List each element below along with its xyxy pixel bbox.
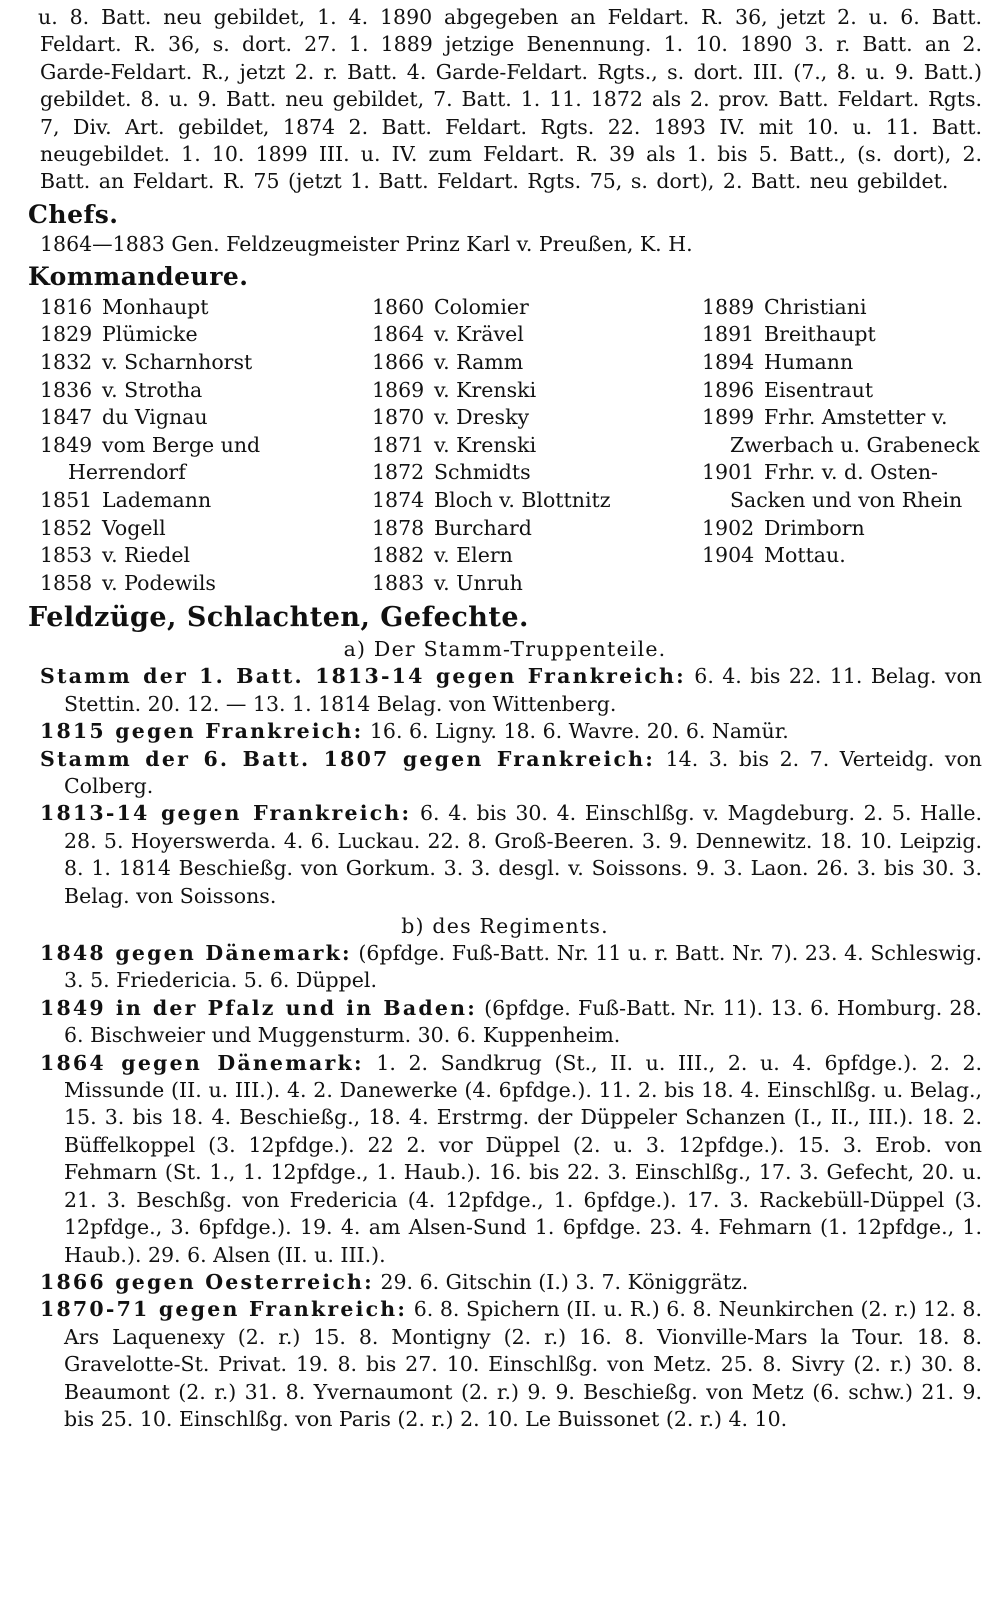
kommandeur-name-continued: Herrendorf: [68, 460, 186, 485]
history-paragraph: u. 8. Batt. neu gebildet, 1. 4. 1890 abgegeben an Feldart. R. 36, jetzt 2. u. 6. Batt. Feldart. R. 36, s. dort. 27. 1. 1889 jetzige Benennung. 1. 10. 1890 3. r. Batt. an 2. Garde-Feldart. R., jetzt 2. r. Batt. 4. Garde-Feldart. Rgts., s. dort. III. (7., 8. u. 9. Batt.) gebildet. 8. u. 9. Batt. neu gebildet, 7. Batt. 1. 11. 1872 als 2. prov. Batt. Feldart. Rgts. 7, Div. Art. gebildet, 1874 2. Batt. Feldart. Rgts. 22. 1893 IV. mit 10. u. 11. Batt. neugebildet. 1. 10. 1899 III. u. IV. zum Feldart. R. 39 als 1. bis 5. Batt., (s. dort), 2. Batt. an Feldart. R. 75 (jetzt 1. Batt. Feldart. Rgts. 75, s. dort), 2. Batt. neu gebildet.: [38, 5, 982, 194]
campaign-entry: [28, 663, 982, 718]
campaign-entry: [28, 995, 982, 1050]
kommandeure-list: [28, 294, 982, 598]
campaign-entry: [28, 940, 982, 995]
campaign-text: 6. 8. Spichern (II. u. R.) 6. 8. Neunkirchen (2. r.) 12. 8. Ars Laquenexy (2. r.) 15. 8. Montigny (2. r.) 16. 8. Vionville-Mars la Tour. 18. 8. Gravelotte-St. Privat. 19. 8. bis 27. 10. Einschlßg. von Metz. 25. 8. Sivry (2. r.) 30. 8. Beaumont (2. r.) 31. 8. Yvernaumont (2. r.) 9. 9. Beschießg. von Metz (6. schw.) 21. 9. bis 25. 10. Einschlßg. von Paris (2. r.) 2. 10. Le Buissonet (2. r.) 4. 10.: [64, 1297, 982, 1431]
kommandeur-year: 1870: [372, 405, 425, 430]
kommandeur-name: v. Elern: [434, 543, 513, 568]
kommandeur-entry: [372, 459, 702, 487]
kommandeur-name: Eisentraut: [764, 377, 874, 402]
campaign-lead: Stamm der 1. Batt. 1813-14 gegen Frankreich:: [40, 664, 686, 689]
campaign-text: 14. 3. bis 2. 7. Verteidg. von Colberg.: [64, 746, 982, 798]
kommandeur-year: 1851: [40, 488, 93, 512]
kommandeur-entry: [372, 404, 702, 432]
kommandeur-entry: [702, 459, 1000, 514]
kommandeur-entry: [40, 349, 372, 377]
campaign-lead: 1870-71 gegen Frankreich:: [40, 1297, 408, 1322]
kommandeur-year: 1891: [702, 322, 755, 347]
campaign-text: 29. 6. Gitschin (I.) 3. 7. Königgrätz.: [373, 1269, 749, 1294]
kommandeur-name-continued: Zwerbach u. Grabeneck: [730, 432, 980, 457]
kommandeur-name: Mottau.: [764, 543, 846, 568]
kommandeur-name: v. Dresky: [434, 405, 530, 430]
kommandeur-name: du Vignau: [102, 405, 208, 430]
kommandeur-name: v. Krenski: [434, 377, 537, 402]
kommandeur-name: Schmidts: [434, 460, 531, 485]
kommandeur-year: 1904: [702, 543, 755, 568]
kommandeur-name: Frhr. v. d. Osten-: [764, 460, 938, 485]
campaign-lead: 1815 gegen Frankreich:: [40, 719, 364, 744]
campaign-entry: [28, 1050, 982, 1269]
kommandeur-year: 1852: [40, 515, 93, 540]
kommandeur-year: 1869: [372, 377, 425, 402]
kommandeur-name: v. Riedel: [102, 543, 191, 568]
kommandeur-year: 1864: [372, 322, 425, 347]
kommandeur-year: 1832: [40, 350, 93, 375]
kommandeur-year: 1847: [40, 405, 93, 430]
kommandeur-name: v. Krenski: [434, 432, 537, 457]
campaign-entry: [28, 1269, 982, 1296]
kommandeur-entry: [702, 404, 1000, 459]
kommandeur-entry: [702, 515, 1000, 543]
kommandeur-entry: [702, 294, 1000, 322]
kommandeur-entry: [372, 515, 702, 543]
kommandeur-year: 1849: [40, 432, 93, 457]
kommandeur-year: 1860: [372, 294, 425, 319]
kommandeur-name: Drimborn: [764, 515, 865, 540]
campaign-lead: 1866 gegen Oesterreich:: [40, 1269, 374, 1294]
kommandeur-entry: [372, 542, 702, 570]
kommandeure-column-2: [372, 294, 702, 598]
kommandeur-name: vom Berge und: [102, 432, 261, 457]
feldzuege-heading: Feldzüge, Schlachten, Gefechte.: [28, 602, 529, 634]
kommandeur-year: 1858: [40, 570, 93, 595]
kommandeur-year: 1829: [40, 322, 93, 347]
kommandeur-entry: [702, 321, 1000, 349]
campaign-text: 16. 6. Ligny. 18. 6. Wavre. 20. 6. Namür.: [363, 719, 789, 744]
kommandeur-entry: [372, 349, 702, 377]
kommandeur-entry: [702, 377, 1000, 405]
kommandeur-name: Humann: [764, 350, 854, 375]
kommandeur-entry: [372, 570, 702, 598]
campaign-lead: 1849 in der Pfalz und in Baden:: [40, 995, 478, 1020]
kommandeur-year: 1816: [40, 294, 93, 319]
kommandeur-entry: [40, 321, 372, 349]
kommandeur-entry: [40, 515, 372, 543]
kommandeur-name: Vogell: [102, 515, 166, 540]
kommandeur-year: 1883: [372, 570, 425, 595]
kommandeur-year: 1871: [372, 432, 425, 457]
kommandeur-entry: [40, 377, 372, 405]
kommandeur-entry: [702, 349, 1000, 377]
kommandeure-heading: Kommandeure.: [28, 261, 249, 291]
kommandeur-year: 1874: [372, 488, 425, 512]
kommandeur-entry: [372, 432, 702, 460]
section-b-heading: b) des Regiments.: [401, 914, 609, 939]
kommandeur-entry: [40, 404, 372, 432]
kommandeur-year: 1853: [40, 543, 93, 568]
kommandeur-name-continued: Sacken und von Rhein: [730, 488, 963, 512]
kommandeur-year: 1901: [702, 460, 755, 485]
kommandeur-entry: [40, 432, 372, 487]
kommandeur-entry: [372, 321, 702, 349]
kommandeur-name: Burchard: [434, 515, 532, 540]
kommandeur-entry: [702, 542, 1000, 570]
kommandeur-year: 1894: [702, 350, 755, 375]
kommandeur-name: Plümicke: [102, 322, 198, 347]
kommandeur-entry: [40, 542, 372, 570]
section-a-entries: [28, 663, 982, 910]
kommandeur-name: v. Scharnhorst: [102, 350, 253, 375]
kommandeur-name: Breithaupt: [764, 322, 876, 347]
kommandeur-year: 1902: [702, 515, 755, 540]
kommandeur-entry: [372, 294, 702, 322]
kommandeur-year: 1878: [372, 515, 425, 540]
section-b-entries: [28, 940, 982, 1433]
chefs-heading: Chefs.: [28, 199, 119, 229]
kommandeur-name: v. Krävel: [434, 322, 524, 347]
kommandeur-entry: [40, 570, 372, 598]
campaign-text: 1. 2. Sandkrug (St., II. u. III., 2. u. 4. 6pfdge.). 2. 2. Missunde (II. u. III.). 4. 2. Danewerke (4. 6pfdge.). 11. 2. bis 18. 4. Einschlßg. u. Belag., 15. 3. bis 18. 4. Beschießg., 18. 4. Erstrmg. der Düppeler Schanzen (I., II., III.). 18. 2. Büffelkoppel (3. 12pfdge.). 22 2. vor Düppel (2. u. 3. 12pfdge.). 15. 3. Erob. von Fehmarn (St. 1., 1. 12pfdge., 1. Haub.). 16. bis 22. 3. Einschlßg., 17. 3. Gefecht, 20. u. 21. 3. Beschßg. von Fredericia (4. 12pfdge., 1. 6pfdge.). 17. 3. Rackebüll-Düppel (3. 12pfdge., 3. 6pfdge.). 19. 4. am Alsen-Sund 1. 6pfdge. 23. 4. Fehmarn (1. 12pfdge., 1. Haub.). 29. 6. Alsen (II. u. III.).: [64, 1050, 982, 1267]
campaign-text: (6pfdge. Fuß-Batt. Nr. 11 u. r. Batt. Nr. 7). 23. 4. Schleswig. 3. 5. Friedericia. 5. 6. Düppel.: [64, 941, 982, 993]
kommandeur-name: Christiani: [764, 294, 867, 319]
kommandeur-name: v. Unruh: [434, 570, 523, 595]
campaign-entry: [28, 800, 982, 910]
campaign-entry: [28, 1296, 982, 1433]
kommandeur-name: Frhr. Amstetter v.: [764, 405, 948, 430]
section-a-heading: a) Der Stamm-Truppenteile.: [343, 637, 667, 662]
campaign-text: (6pfdge. Fuß-Batt. Nr. 11). 13. 6. Homburg. 28. 6. Bischweier und Muggensturm. 30. 6. Kuppenheim.: [64, 995, 983, 1048]
campaign-lead: 1813-14 gegen Frankreich:: [40, 801, 412, 826]
kommandeur-entry: [372, 487, 702, 515]
kommandeur-name: v. Podewils: [102, 570, 216, 595]
kommandeur-year: 1872: [372, 460, 425, 485]
kommandeure-column-3: [702, 294, 1000, 598]
kommandeur-name: Colomier: [434, 294, 529, 319]
campaign-entry: [28, 718, 982, 745]
kommandeur-year: 1899: [702, 405, 755, 430]
kommandeur-year: 1836: [40, 377, 93, 402]
kommandeur-entry: [40, 487, 372, 515]
kommandeur-name: v. Strotha: [102, 377, 203, 402]
kommandeur-year: 1866: [372, 350, 425, 375]
kommandeur-name: Lademann: [102, 488, 212, 512]
kommandeure-column-1: [40, 294, 372, 598]
campaign-lead: 1864 gegen Dänemark:: [40, 1050, 364, 1075]
kommandeur-entry: [40, 294, 372, 322]
kommandeur-year: 1896: [702, 377, 755, 402]
campaign-lead: Stamm der 6. Batt. 1807 gegen Frankreich:: [40, 746, 656, 771]
campaign-lead: 1848 gegen Dänemark:: [40, 941, 352, 966]
kommandeur-name: Monhaupt: [102, 294, 209, 319]
kommandeur-name: v. Ramm: [434, 350, 524, 375]
campaign-entry: [28, 746, 982, 801]
kommandeur-year: 1889: [702, 294, 755, 319]
campaign-text: 6. 4. bis 22. 11. Belag. von Stettin. 20. 12. — 13. 1. 1814 Belag. von Wittenberg.: [64, 664, 982, 716]
kommandeur-year: 1882: [372, 543, 425, 568]
kommandeur-name: Bloch v. Blottnitz: [434, 488, 611, 512]
kommandeur-entry: [372, 377, 702, 405]
campaign-text: 6. 4. bis 30. 4. Einschlßg. v. Magdeburg. 2. 5. Halle. 28. 5. Hoyerswerda. 4. 6. Luckau. 22. 8. Groß-Beeren. 3. 9. Dennewitz. 18. 10. Leipzig. 8. 1. 1814 Beschießg. von Gorkum. 3. 3. desgl. v. Soissons. 9. 3. Laon. 26. 3. bis 30. 3. Belag. von Soissons.: [64, 801, 982, 908]
chefs-entry: 1864—1883 Gen. Feldzeugmeister Prinz Karl v. Preußen, K. H.: [40, 231, 693, 256]
